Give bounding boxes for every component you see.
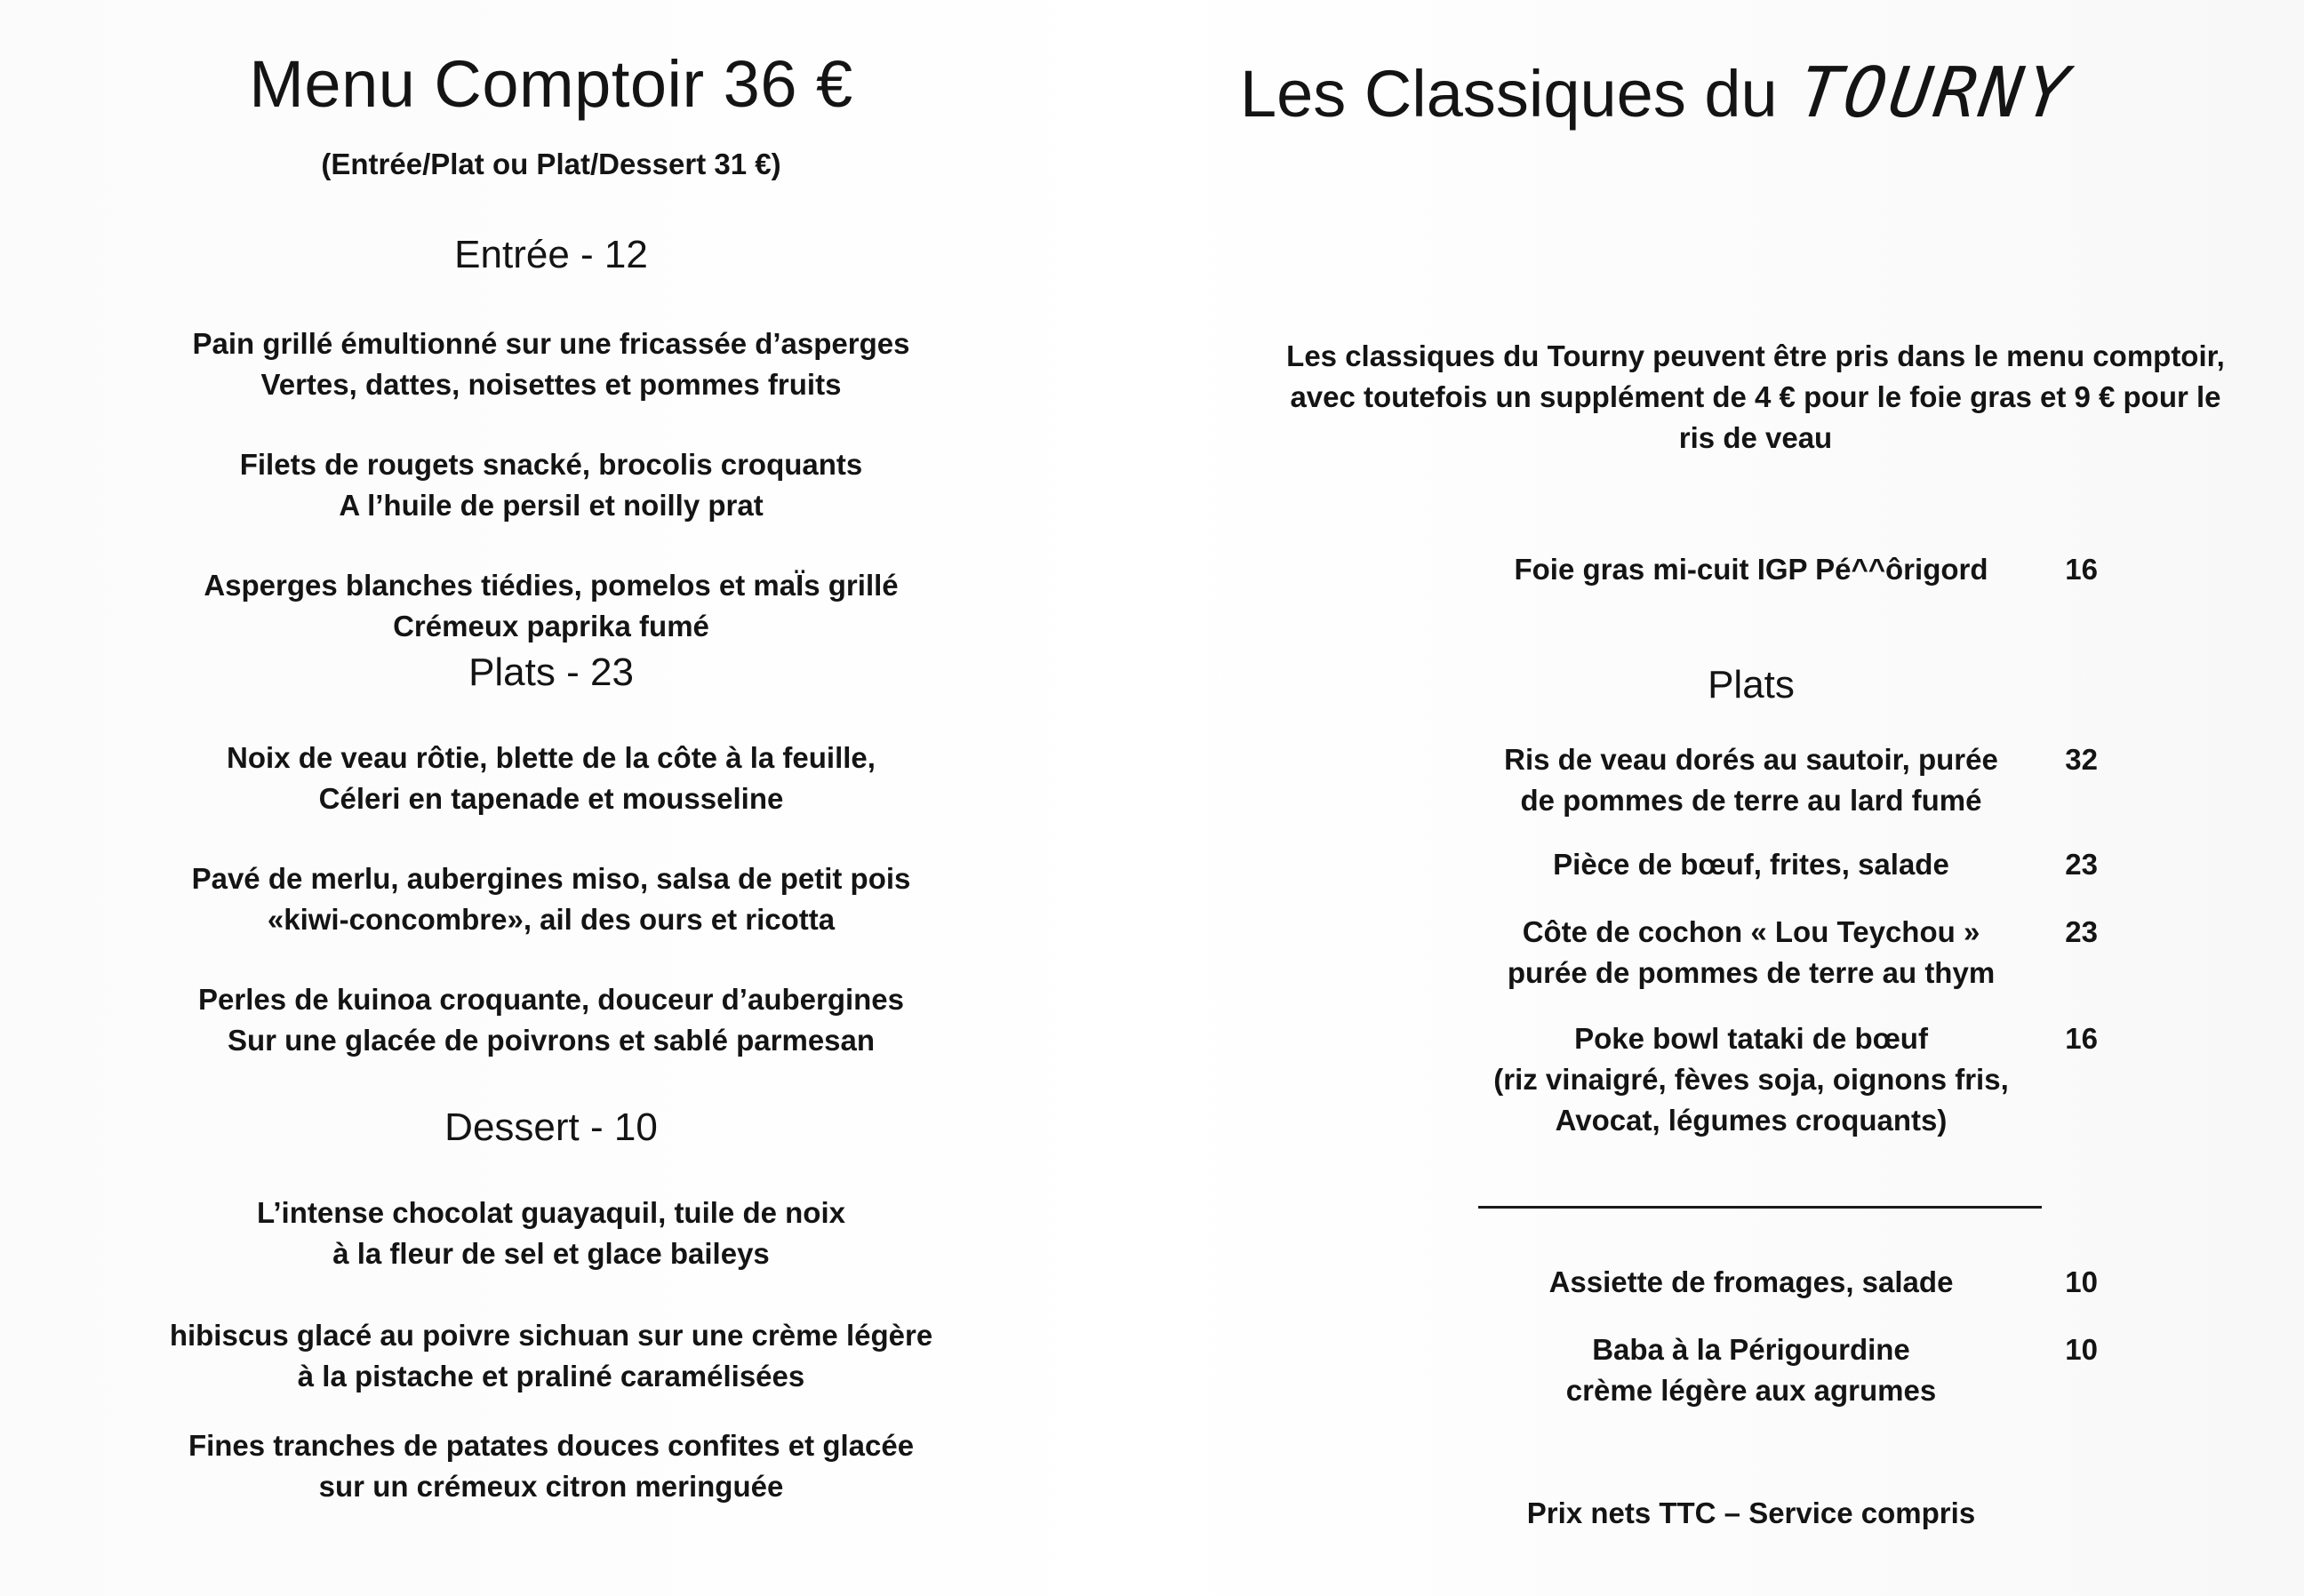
plats-dish-2: Pavé de merlu, aubergines miso, salsa de petit pois «kiwi-concombre», ail des ours et ricotta [191, 862, 911, 936]
plats-heading: Plats - 23 [468, 650, 634, 694]
dessert-heading: Dessert - 10 [444, 1105, 658, 1149]
price: 23 [2065, 915, 2098, 948]
dessert-dish-1: L’intense chocolat guayaquil, tuile de noix à la fleur de sel et glace baileys [257, 1196, 845, 1270]
price: 10 [2065, 1265, 2098, 1298]
price: 16 [2065, 553, 2098, 586]
price-footer-note: Prix nets TTC – Service compris [1526, 1496, 1976, 1529]
entree-dish-1: Pain grillé émultionné sur une fricassée d’asperges Vertes, dattes, noisettes et pommes fruits [192, 327, 910, 401]
dessert-dish-3: Fines tranches de patates douces confites et glacée sur un crémeux citron meringuée [188, 1429, 915, 1503]
tourny-handwritten-title: TOURNY [1793, 53, 2076, 133]
classiques-title [1240, 53, 2076, 133]
menu-page: Menu Comptoir 36 € (Entrée/Plat ou Plat/Dessert 31 €) Entrée - 12 Pain grillé émultionné sur une fricassée d’asperges Vertes, dattes, noisettes et pommes fruits Filets de rougets snacké, brocolis croquants A l’huile de persil et noilly prat Asperges blanches tiédies, pomelos et maÏs grillé Crémeux paprika fumé Plats - 23 Noix de veau rôtie, blette de la côte à la feuille, Céleri en tapenade et mousseline Pavé de merlu, aubergines miso, salsa de petit pois «kiwi-concombre», ail des ours et ricotta Perles de kuinoa croquante, douceur d’aubergines Sur une glacée de poivrons et sablé parmesan Dessert - 10 L’intense chocolat guayaquil, tuile de noix à la fleur de sel et glace baileys hibiscus glacé au poivre sichuan sur une crème légère à la pistache et praliné caramélisées Fines tranches de patates douces confites et glacée sur un crémeux citron meringuée Les Classiques du TOURNY Les classiques du Tourny peuvent être pris dans le menu comptoir, avec toutefois un supplément de 4 € pour le foie gras et 9 € pour le ris de veau Foie gras mi-cuit IGP Pé^^ôrigord 16 Plats Ris de veau dorés au sautoir, purée de pommes de terre au lard fumé 32 Pièce de bœuf, frites, salade 23 Côte de cochon « Lou Teychou » purée de pommes de terre au thym 23 Poke bowl tataki de bœuf (riz vinaigré, fèves soja, oignons fris, Avocat, légumes croquants) 16 Assiette de fromages, salade 10 Baba à la Périgourdine crème légère aux agrumes 10 Prix nets TTC – Service compris [0, 0, 2304, 1596]
entree-dish-3: Asperges blanches tiédies, pomelos et maÏs grillé Crémeux paprika fumé [204, 569, 899, 642]
price: 32 [2065, 743, 2098, 776]
classiques-intro: Les classiques du Tourny peuvent être pris dans le menu comptoir, avec toutefois un supplément de 4 € pour le foie gras et 9 € pour le ris de veau [1286, 339, 2225, 454]
price: 10 [2065, 1333, 2098, 1366]
classiques-title-prefix: Les Classiques du [1240, 57, 1778, 131]
entree-dish-2: Filets de rougets snacké, brocolis croquants A l’huile de persil et noilly prat [239, 448, 863, 522]
plats-dish-1: Noix de veau rôtie, blette de la côte à la feuille, Céleri en tapenade et mousseline [227, 741, 876, 815]
section-divider [1478, 1206, 2042, 1209]
entree-heading: Entrée - 12 [454, 233, 648, 276]
menu-comptoir-title: Menu Comptoir 36 € [249, 47, 853, 121]
dessert-dish-2: hibiscus glacé au poivre sichuan sur une crème légère à la pistache et praliné caramélisées [169, 1319, 933, 1393]
menu-comptoir-subtitle: (Entrée/Plat ou Plat/Dessert 31 €) [321, 148, 781, 180]
price: 16 [2065, 1022, 2098, 1055]
price: 23 [2065, 848, 2098, 881]
plats-dish-3: Perles de kuinoa croquante, douceur d’aubergines Sur une glacée de poivrons et sablé parmesan [197, 983, 905, 1057]
classiques-plats-heading: Plats [1708, 663, 1795, 706]
